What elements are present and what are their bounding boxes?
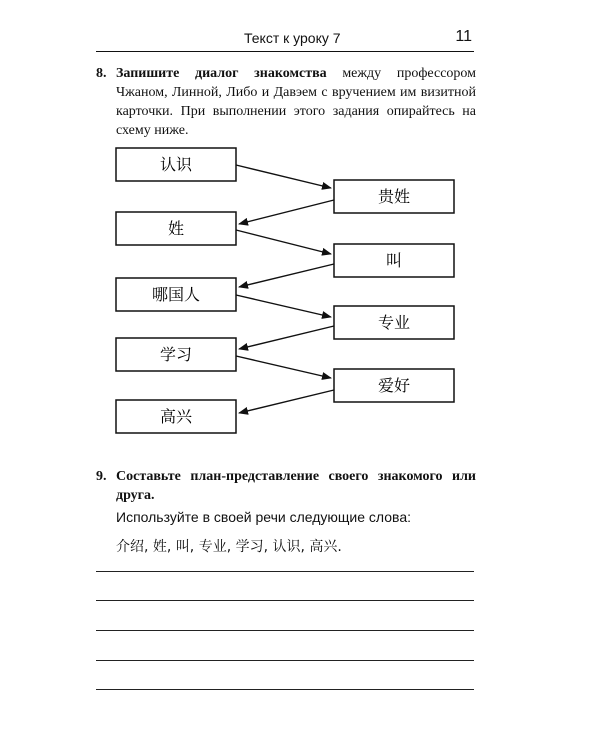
- header-title: Текст к уроку 7: [244, 30, 341, 46]
- flow-arrow: [236, 295, 331, 317]
- box-label: 认识: [159, 155, 193, 174]
- left-box-gaoxing: [116, 400, 236, 433]
- flow-arrow: [236, 356, 331, 378]
- task-9-number: 9.: [96, 469, 107, 484]
- answer-line[interactable]: [96, 660, 474, 661]
- right-box-jiao: [334, 244, 454, 277]
- task-9-instruction: Используйте в своей речи следующие слова:: [116, 509, 411, 525]
- box-label: 姓: [167, 219, 185, 238]
- left-box-xing: [116, 212, 236, 245]
- flow-arrow: [239, 200, 334, 224]
- right-box-guixing: [334, 180, 454, 213]
- flow-arrow: [236, 230, 331, 254]
- box-label: 贵姓: [377, 187, 411, 206]
- task-9: [96, 467, 476, 505]
- left-box-renshi: [116, 148, 236, 181]
- answer-line[interactable]: [96, 630, 474, 631]
- flow-arrow: [239, 326, 334, 349]
- box-label: 高兴: [159, 407, 193, 426]
- flow-arrow: [239, 390, 334, 413]
- task-8-bold-text: Запишите диалог знакомства: [116, 66, 327, 81]
- task-9-title: Составьте план-представление своего знакомого или друга.: [116, 469, 476, 503]
- right-box-aihao: [334, 369, 454, 402]
- flow-arrow: [236, 165, 331, 188]
- box-label: 学习: [159, 345, 193, 364]
- page-number: 11: [455, 28, 472, 45]
- task-8-number: 8.: [96, 66, 107, 81]
- answer-line[interactable]: [96, 571, 474, 572]
- flow-arrow: [239, 264, 334, 287]
- left-box-naguoren: [116, 278, 236, 311]
- task-8-text: между профессором Чжаном, Линной, Либо и Давэем с вручением им визитной карточки. При выполнении этого задания опирайтесь на схему ниже.: [116, 66, 476, 138]
- right-box-zhuanye: [334, 306, 454, 339]
- box-label: 专业: [377, 313, 411, 332]
- answer-line[interactable]: [96, 689, 474, 690]
- box-label: 哪国人: [151, 285, 201, 304]
- answer-line[interactable]: [96, 600, 474, 601]
- task-9-words: 介绍, 姓, 叫, 专业, 学习, 认识, 高兴.: [116, 539, 342, 555]
- left-box-xuexi: [116, 338, 236, 371]
- box-label: 爱好: [377, 376, 411, 395]
- box-label: 叫: [385, 251, 403, 270]
